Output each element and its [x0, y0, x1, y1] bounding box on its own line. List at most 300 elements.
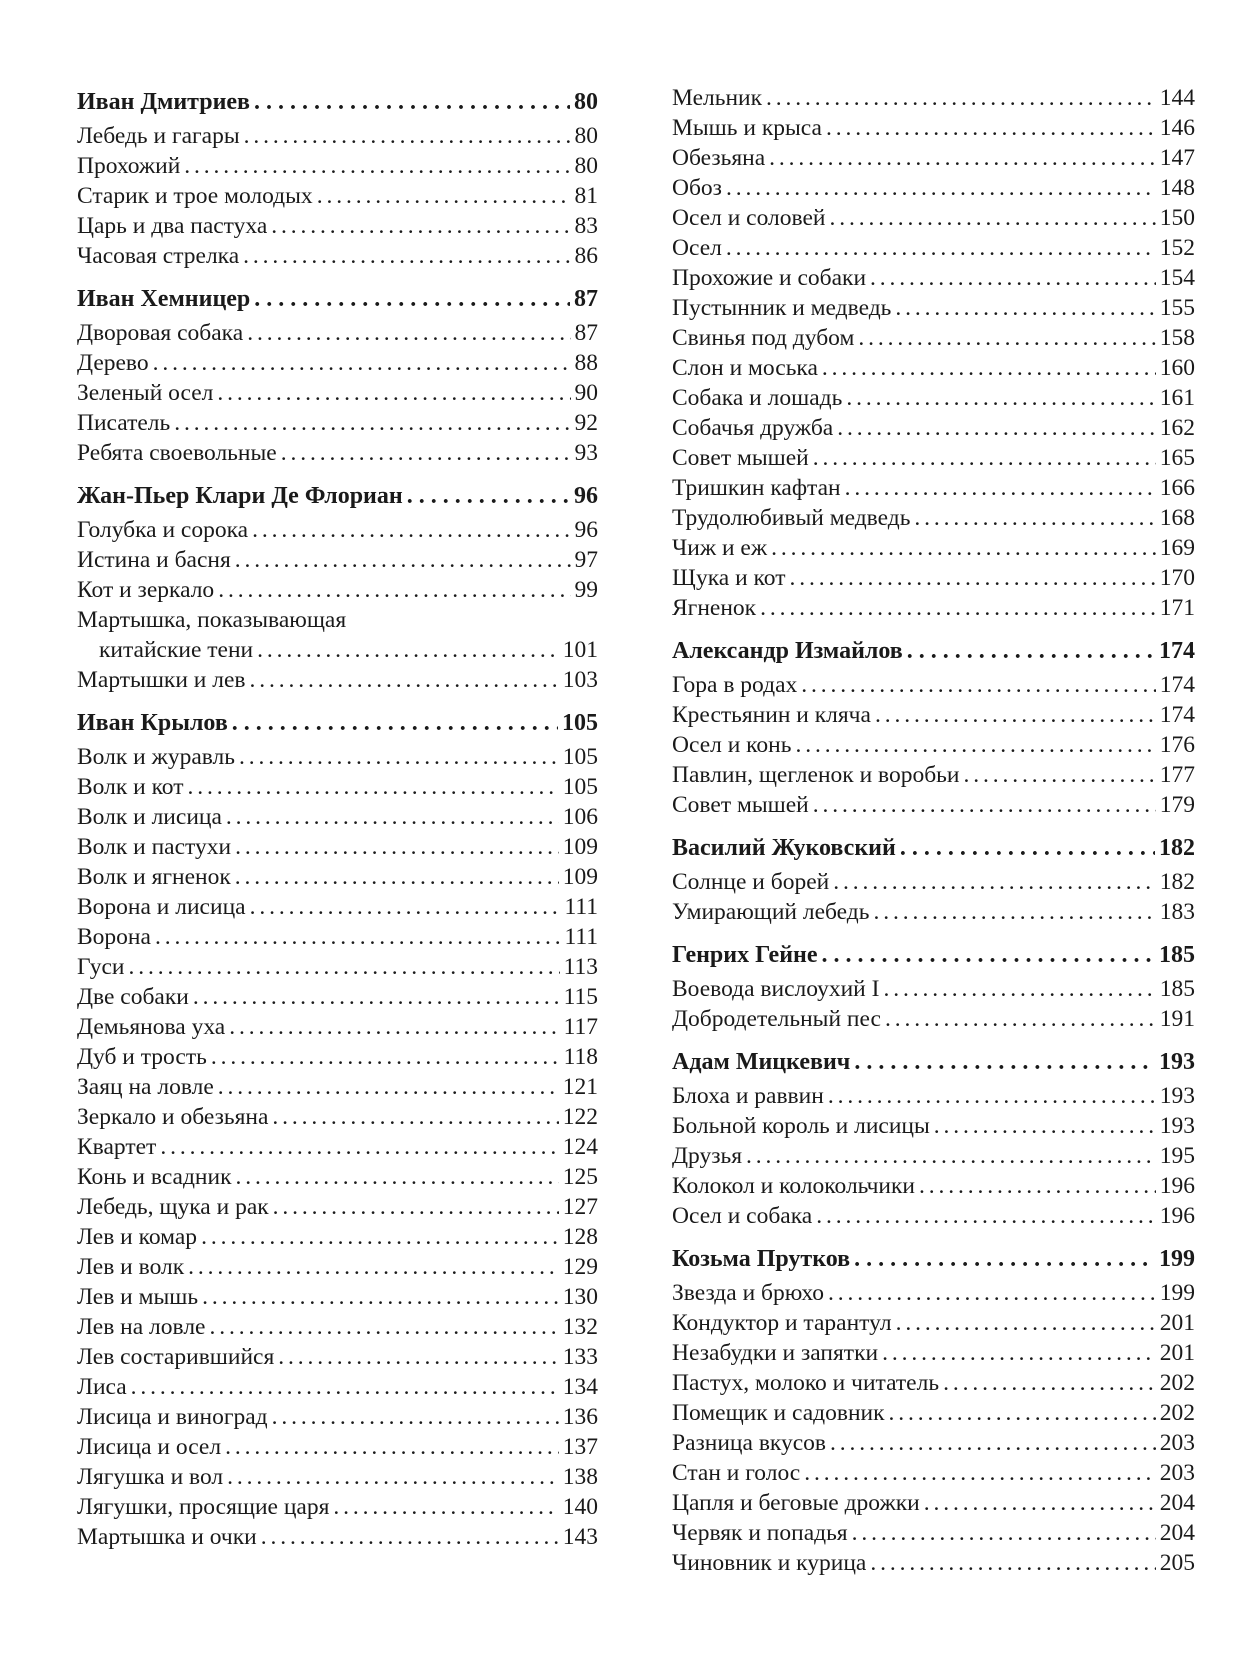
dot-leader	[229, 1012, 559, 1042]
entry-page-number: 133	[562, 1344, 598, 1370]
entry-page-number: 111	[564, 924, 598, 950]
toc-entry[interactable]	[77, 1282, 598, 1312]
entry-title: Кондуктор и тарантул	[672, 1310, 892, 1336]
dot-leader	[822, 936, 1156, 974]
toc-entry[interactable]	[77, 665, 598, 695]
toc-entry[interactable]	[77, 772, 598, 802]
entry-title: Лягушки, просящие царя	[77, 1494, 330, 1520]
entry-title: Прохожий	[77, 153, 181, 179]
toc-entry[interactable]	[672, 1201, 1195, 1231]
toc-entry[interactable]	[672, 760, 1195, 790]
author-name: Иван Крылов	[77, 710, 228, 736]
entry-title: Волк и пастухи	[77, 834, 232, 860]
dot-leader	[261, 1522, 559, 1552]
toc-entry[interactable]	[77, 1432, 598, 1462]
toc-entry[interactable]	[672, 1458, 1195, 1488]
entry-page-number: 143	[562, 1524, 598, 1550]
entry-title: Дворовая собака	[77, 320, 244, 346]
toc-entry[interactable]	[672, 383, 1195, 413]
toc-entry[interactable]	[77, 1222, 598, 1252]
toc-entry[interactable]	[672, 1278, 1195, 1308]
entry-title: Тришкин кафтан	[672, 475, 841, 501]
toc-author-heading[interactable]	[672, 1240, 1195, 1278]
toc-entry[interactable]	[672, 1488, 1195, 1518]
toc-entry[interactable]	[77, 181, 598, 211]
dot-leader	[278, 1342, 558, 1372]
entry-title: Цапля и беговые дрожки	[672, 1490, 920, 1516]
dot-leader	[830, 1428, 1156, 1458]
dot-leader	[883, 974, 1155, 1004]
entry-page-number: 138	[562, 1464, 598, 1490]
entry-title: Осел и конь	[672, 732, 792, 758]
toc-entry[interactable]	[672, 203, 1195, 233]
entry-page-number: 115	[563, 984, 598, 1010]
entry-title: Обоз	[672, 175, 722, 201]
dot-leader	[746, 1141, 1156, 1171]
dot-leader	[211, 1042, 560, 1072]
entry-title: Дерево	[77, 350, 149, 376]
dot-leader	[202, 1282, 559, 1312]
entry-page-number: 204	[1159, 1490, 1195, 1516]
entry-title: Ягненок	[672, 595, 757, 621]
toc-entry[interactable]	[672, 293, 1195, 323]
entry-page-number: 125	[562, 1164, 598, 1190]
entry-page-number: 176	[1159, 732, 1195, 758]
entry-page-number: 87	[574, 320, 598, 346]
toc-entry[interactable]	[672, 1004, 1195, 1034]
toc-entry[interactable]	[672, 790, 1195, 820]
entry-title: Собака и лошадь	[672, 385, 843, 411]
author-page-number: 182	[1159, 835, 1195, 861]
entry-title: Лев и комар	[77, 1224, 198, 1250]
toc-entry[interactable]	[672, 1081, 1195, 1111]
toc-entry[interactable]	[672, 1428, 1195, 1458]
toc-section	[77, 704, 598, 1552]
toc-entry[interactable]	[672, 113, 1195, 143]
dot-leader	[852, 1518, 1156, 1548]
entry-title: Добродетельный пес	[672, 1006, 881, 1032]
toc-entry[interactable]	[77, 982, 598, 1012]
entry-title: Зеленый осел	[77, 380, 214, 406]
toc-entry[interactable]	[77, 1372, 598, 1402]
toc-entry[interactable]	[77, 1312, 598, 1342]
toc-entry[interactable]	[77, 1102, 598, 1132]
toc-author-heading[interactable]	[672, 936, 1195, 974]
toc-author-heading[interactable]	[77, 704, 598, 742]
dot-leader	[829, 203, 1155, 233]
entry-title: Осел и соловей	[672, 205, 826, 231]
toc-entry[interactable]	[672, 413, 1195, 443]
toc-section	[672, 936, 1195, 1034]
author-name: Генрих Гейне	[672, 942, 818, 968]
toc-author-heading[interactable]	[672, 632, 1195, 670]
author-page-number: 199	[1159, 1246, 1195, 1272]
toc-entry[interactable]	[672, 867, 1195, 897]
toc-entry[interactable]	[77, 318, 598, 348]
toc-section	[77, 477, 598, 695]
entry-page-number: 154	[1159, 265, 1195, 291]
entry-page-number: 201	[1159, 1340, 1195, 1366]
dot-leader	[854, 1043, 1155, 1081]
toc-right-column	[672, 83, 1195, 1587]
entry-page-number: 199	[1159, 1280, 1195, 1306]
toc-entry[interactable]	[77, 545, 598, 575]
author-name: Иван Дмитриев	[77, 89, 251, 115]
dot-leader	[131, 1372, 559, 1402]
entry-title: Лебедь и гагары	[77, 123, 240, 149]
toc-entry[interactable]	[672, 473, 1195, 503]
entry-title: Царь и два пастуха	[77, 213, 268, 239]
dot-leader	[218, 575, 570, 605]
dot-leader	[804, 1458, 1156, 1488]
entry-title: Чиж и еж	[672, 535, 768, 561]
dot-leader	[833, 867, 1156, 897]
entry-title: Лев и волк	[77, 1254, 185, 1280]
toc-entry[interactable]	[672, 1398, 1195, 1428]
toc-entry[interactable]	[672, 1338, 1195, 1368]
dot-leader	[882, 1338, 1156, 1368]
dot-leader	[837, 413, 1156, 443]
entry-page-number: 161	[1159, 385, 1195, 411]
toc-section	[77, 83, 598, 271]
dot-leader	[845, 473, 1156, 503]
dot-leader	[943, 1368, 1156, 1398]
dot-leader	[771, 533, 1156, 563]
entry-title: Мельник	[672, 85, 763, 111]
entry-page-number: 165	[1159, 445, 1195, 471]
dot-leader	[184, 151, 570, 181]
toc-entry[interactable]	[672, 670, 1195, 700]
entry-page-number: 132	[562, 1314, 598, 1340]
toc-entry[interactable]	[77, 438, 598, 468]
dot-leader	[281, 438, 571, 468]
entry-page-number: 191	[1159, 1006, 1195, 1032]
entry-title: Колокол и колокольчики	[672, 1173, 915, 1199]
dot-leader	[333, 1492, 558, 1522]
dot-leader	[885, 1004, 1156, 1034]
entry-title: Пастух, молоко и читатель	[672, 1370, 940, 1396]
entry-page-number: 113	[563, 954, 598, 980]
entry-page-number: 96	[574, 517, 598, 543]
toc-entry[interactable]	[672, 700, 1195, 730]
toc-entry[interactable]	[672, 353, 1195, 383]
author-name: Александр Измайлов	[672, 638, 903, 664]
dot-leader	[174, 408, 570, 438]
author-page-number: 193	[1159, 1049, 1195, 1075]
toc-entry[interactable]	[77, 1132, 598, 1162]
entry-title: Лисица и осел	[77, 1434, 222, 1460]
toc-entry[interactable]	[77, 408, 598, 438]
entry-title: Часовая стрелка	[77, 243, 240, 269]
dot-leader	[317, 181, 571, 211]
entry-page-number: 150	[1159, 205, 1195, 231]
toc-author-heading[interactable]	[77, 477, 598, 515]
entry-title: Волк и лисица	[77, 804, 222, 830]
dot-leader	[235, 862, 559, 892]
entry-title: Незабудки и запятки	[672, 1340, 879, 1366]
dot-leader	[828, 1081, 1156, 1111]
dot-leader	[924, 1488, 1156, 1518]
dot-leader	[407, 477, 570, 515]
entry-page-number: 168	[1159, 505, 1195, 531]
toc-entry[interactable]	[672, 1171, 1195, 1201]
toc-author-heading[interactable]	[672, 829, 1195, 867]
entry-page-number: 193	[1159, 1113, 1195, 1139]
toc-entry[interactable]	[672, 1368, 1195, 1398]
toc-entry[interactable]	[672, 593, 1195, 623]
dot-leader	[272, 1102, 558, 1132]
entry-title: Осел и собака	[672, 1203, 813, 1229]
toc-entry[interactable]	[672, 1111, 1195, 1141]
dot-leader	[889, 1398, 1156, 1428]
entry-page-number: 203	[1159, 1460, 1195, 1486]
toc-entry[interactable]	[672, 443, 1195, 473]
author-name: Жан-Пьер Клари Де Флориан	[77, 483, 403, 509]
dot-leader	[247, 318, 570, 348]
entry-page-number: 80	[574, 153, 598, 179]
toc-entry[interactable]	[672, 897, 1195, 927]
toc-entry[interactable]	[77, 1492, 598, 1522]
toc-entry[interactable]	[77, 151, 598, 181]
entry-page-number: 193	[1159, 1083, 1195, 1109]
toc-entry[interactable]	[77, 802, 598, 832]
toc-section	[672, 1240, 1195, 1578]
entry-page-number: 130	[562, 1284, 598, 1310]
dot-leader	[239, 742, 559, 772]
entry-title: Стан и голос	[672, 1460, 801, 1486]
toc-entry[interactable]	[77, 241, 598, 271]
dot-leader	[826, 113, 1156, 143]
dot-leader	[919, 1171, 1156, 1201]
entry-title: Трудолюбивый медведь	[672, 505, 911, 531]
dot-leader	[907, 632, 1155, 670]
dot-leader	[217, 378, 570, 408]
toc-entry[interactable]	[77, 832, 598, 862]
entry-title: Мартышка, показывающая	[77, 607, 347, 633]
toc-entry[interactable]	[672, 730, 1195, 760]
entry-title: Заяц на ловле	[77, 1074, 214, 1100]
entry-page-number: 202	[1159, 1370, 1195, 1396]
dot-leader	[235, 832, 559, 862]
entry-page-number: 160	[1159, 355, 1195, 381]
entry-page-number: 203	[1159, 1430, 1195, 1456]
toc-section	[672, 83, 1195, 623]
entry-title: Гора в родах	[672, 672, 798, 698]
entry-page-number: 105	[562, 744, 598, 770]
entry-page-number: 205	[1159, 1550, 1195, 1576]
entry-page-number: 117	[563, 1014, 598, 1040]
toc-entry[interactable]	[77, 575, 598, 605]
author-page-number: 105	[562, 710, 598, 736]
entry-page-number: 81	[574, 183, 598, 209]
toc-entry[interactable]	[77, 1252, 598, 1282]
toc-entry[interactable]	[77, 378, 598, 408]
dot-leader	[870, 263, 1156, 293]
dot-leader	[232, 704, 558, 742]
entry-page-number: 169	[1159, 535, 1195, 561]
entry-page-number: 144	[1159, 85, 1195, 111]
toc-entry-continuation[interactable]	[77, 635, 598, 665]
entry-page-number: 90	[574, 380, 598, 406]
toc-author-heading[interactable]	[77, 280, 598, 318]
dot-leader	[257, 635, 559, 665]
entry-title: Умирающий лебедь	[672, 899, 870, 925]
dot-leader	[726, 233, 1156, 263]
entry-page-number: 201	[1159, 1310, 1195, 1336]
toc-entry[interactable]	[77, 1402, 598, 1432]
entry-title: Мышь и крыса	[672, 115, 822, 141]
entry-page-number: 158	[1159, 325, 1195, 351]
entry-title: Мартышка и очки	[77, 1524, 257, 1550]
toc-entry[interactable]	[77, 922, 598, 952]
entry-title: Конь и всадник	[77, 1164, 232, 1190]
entry-page-number: 162	[1159, 415, 1195, 441]
toc-entry[interactable]	[672, 563, 1195, 593]
entry-title: Павлин, щегленок и воробьи	[672, 762, 960, 788]
entry-page-number: 122	[562, 1104, 598, 1130]
dot-leader	[801, 670, 1155, 700]
entry-title: Дуб и трость	[77, 1044, 207, 1070]
entry-page-number: 146	[1159, 115, 1195, 141]
toc-entry[interactable]	[672, 143, 1195, 173]
entry-page-number: 121	[562, 1074, 598, 1100]
entry-title: Свинья под дубом	[672, 325, 855, 351]
toc-entry[interactable]	[77, 1072, 598, 1102]
dot-leader	[795, 730, 1155, 760]
entry-page-number: 83	[574, 213, 598, 239]
entry-page-number: 92	[574, 410, 598, 436]
entry-title: Блоха и раввин	[672, 1083, 824, 1109]
entry-page-number: 99	[574, 577, 598, 603]
dot-leader	[854, 1240, 1155, 1278]
dot-leader	[155, 922, 561, 952]
toc-entry[interactable]	[672, 503, 1195, 533]
toc-entry[interactable]	[672, 974, 1195, 1004]
entry-title: Лев состарившийся	[77, 1344, 275, 1370]
dot-leader	[225, 1432, 559, 1462]
dot-leader	[846, 383, 1155, 413]
entry-title: Две собаки	[77, 984, 189, 1010]
entry-title: Пустынник и медведь	[672, 295, 892, 321]
toc-entry[interactable]	[672, 1308, 1195, 1338]
toc-entry[interactable]	[672, 533, 1195, 563]
dot-leader	[895, 293, 1155, 323]
entry-page-number: 196	[1159, 1173, 1195, 1199]
dot-leader	[193, 982, 560, 1012]
entry-title: Демьянова уха	[77, 1014, 226, 1040]
dot-leader	[813, 790, 1156, 820]
toc-entry[interactable]	[77, 952, 598, 982]
dot-leader	[875, 700, 1156, 730]
entry-page-number: 134	[562, 1374, 598, 1400]
dot-leader	[873, 897, 1155, 927]
entry-page-number: 171	[1159, 595, 1195, 621]
entry-page-number: 183	[1159, 899, 1195, 925]
toc-entry[interactable]	[77, 515, 598, 545]
entry-title: Червяк и попадья	[672, 1520, 848, 1546]
dot-leader	[128, 952, 559, 982]
toc-entry[interactable]	[672, 173, 1195, 203]
toc-entry[interactable]	[672, 1548, 1195, 1578]
author-name: Козьма Прутков	[672, 1246, 851, 1272]
toc-entry[interactable]	[77, 1012, 598, 1042]
dot-leader	[870, 1548, 1155, 1578]
entry-page-number: 147	[1159, 145, 1195, 171]
entry-page-number: 174	[1159, 672, 1195, 698]
toc-entry[interactable]	[77, 892, 598, 922]
toc-entry[interactable]	[672, 83, 1195, 113]
toc-entry[interactable]	[77, 742, 598, 772]
entry-page-number: 202	[1159, 1400, 1195, 1426]
entry-page-number: 105	[562, 774, 598, 800]
toc-entry[interactable]	[77, 348, 598, 378]
toc-entry[interactable]	[77, 1462, 598, 1492]
toc-entry[interactable]	[672, 1518, 1195, 1548]
entry-title: Гуси	[77, 954, 125, 980]
entry-title: Мартышки и лев	[77, 667, 246, 693]
toc-entry[interactable]	[77, 121, 598, 151]
toc-entry[interactable]	[77, 211, 598, 241]
toc-entry[interactable]	[77, 1042, 598, 1072]
entry-page-number: 109	[562, 864, 598, 890]
toc-author-heading[interactable]	[77, 83, 598, 121]
entry-page-number: 109	[562, 834, 598, 860]
dot-leader	[188, 772, 559, 802]
toc-entry[interactable]	[672, 233, 1195, 263]
entry-page-number: 179	[1159, 792, 1195, 818]
author-page-number: 185	[1159, 942, 1195, 968]
entry-title: Волк и журавль	[77, 744, 235, 770]
entry-page-number: 136	[562, 1404, 598, 1430]
entry-title: Помещик и садовник	[672, 1400, 885, 1426]
toc-section	[672, 632, 1195, 820]
author-page-number: 87	[574, 286, 598, 312]
entry-title: Лиса	[77, 1374, 127, 1400]
dot-leader	[813, 443, 1156, 473]
toc-entry[interactable]	[77, 1522, 598, 1552]
toc-entry[interactable]	[77, 1162, 598, 1192]
entry-page-number: 137	[562, 1434, 598, 1460]
dot-leader	[828, 1278, 1156, 1308]
dot-leader	[244, 121, 571, 151]
dot-leader	[227, 1462, 559, 1492]
author-name: Иван Хемницер	[77, 286, 251, 312]
toc-entry[interactable]	[77, 1342, 598, 1372]
toc-entry[interactable]	[77, 862, 598, 892]
dot-leader	[963, 760, 1155, 790]
toc-section	[672, 1043, 1195, 1231]
dot-leader	[726, 173, 1156, 203]
entry-title: Волк и ягненок	[77, 864, 231, 890]
entry-page-number: 86	[574, 243, 598, 269]
toc-entry[interactable]	[672, 323, 1195, 353]
toc-entry[interactable]	[672, 1141, 1195, 1171]
entry-page-number: 103	[562, 667, 598, 693]
toc-entry[interactable]	[672, 263, 1195, 293]
dot-leader	[250, 892, 561, 922]
toc-author-heading[interactable]	[672, 1043, 1195, 1081]
entry-page-number: 101	[562, 637, 598, 663]
entry-title: Ворона	[77, 924, 151, 950]
toc-entry[interactable]	[77, 1192, 598, 1222]
entry-page-number: 195	[1159, 1143, 1195, 1169]
dot-leader	[769, 143, 1156, 173]
toc-entry[interactable]	[77, 605, 598, 635]
entry-page-number: 93	[574, 440, 598, 466]
entry-page-number: 174	[1159, 702, 1195, 728]
entry-title: Обезьяна	[672, 145, 766, 171]
entry-title: Писатель	[77, 410, 171, 436]
